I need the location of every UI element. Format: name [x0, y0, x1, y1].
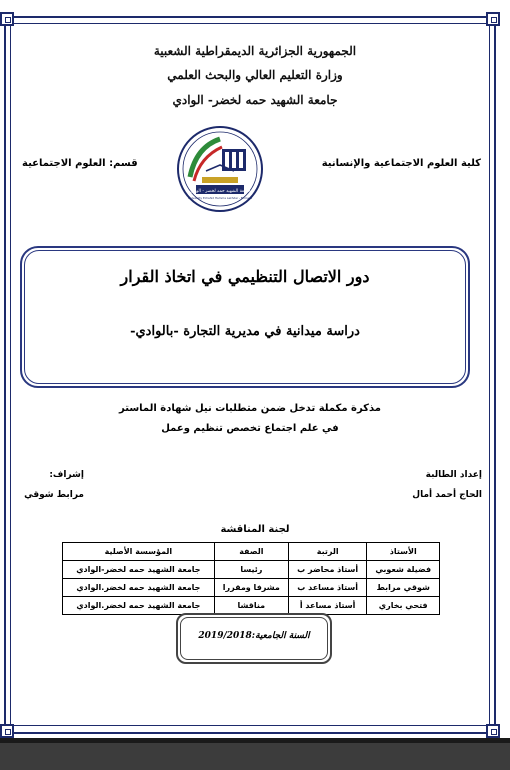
table-cell: جامعة الشهيد حمه لخضر.الوادي	[63, 579, 215, 597]
thesis-specialty: في علم اجتماع تخصص تنظيم وعمل	[161, 423, 339, 434]
table-cell: رئيسا	[214, 561, 288, 579]
header-university: جامعة الشهيد حمه لخضر- الوادي	[172, 93, 338, 107]
department-name: قسم: العلوم الاجتماعية	[22, 158, 138, 169]
committee-title: لجنة المناقشة	[220, 524, 290, 535]
column-header: المؤسسة الأصلية	[63, 543, 215, 561]
thesis-purpose: مذكرة مكملة تدخل ضمن متطلبات نيل شهادة الماستر	[119, 403, 381, 414]
column-header: الصفة	[214, 543, 288, 561]
table-cell: أستاذ مساعد أ	[288, 597, 367, 615]
corner-ornament-icon	[486, 12, 500, 26]
table-cell: أستاذ مساعد ب	[288, 579, 367, 597]
table-row	[63, 561, 440, 579]
corner-ornament-icon	[0, 724, 14, 738]
column-header: الرتبة	[288, 543, 367, 561]
table-cell: مناقشا	[214, 597, 288, 615]
header-ministry: وزارة التعليم العالي والبحث العلمي	[167, 68, 343, 82]
corner-ornament-icon	[0, 12, 14, 26]
thesis-main-title: دور الاتصال التنظيمي في اتخاذ القرار	[120, 267, 370, 286]
column-header: الأستاذ	[367, 543, 440, 561]
table-row	[63, 579, 440, 597]
academic-year: السنة الجامعية:2019/2018	[198, 631, 310, 641]
table-header-row	[63, 543, 440, 561]
table-cell: شوقي مرابط	[367, 579, 440, 597]
faculty-name: كلية العلوم الاجتماعية والإنسانية	[321, 158, 481, 169]
supervisor-label: إشراف:	[49, 470, 84, 480]
student-name: الحاج أحمد أمال	[412, 490, 482, 500]
viewer-bottom-bar	[0, 738, 510, 770]
thesis-subtitle: دراسة ميدانية في مديرية التجارة -بالوادي-	[130, 324, 360, 339]
supervisor-name: مرابط شوقي	[24, 490, 84, 500]
table-cell: جامعة الشهيد حمه لخضر.الوادي	[63, 597, 215, 615]
header-republic: الجمهورية الجزائرية الديمقراطية الشعبية	[153, 44, 357, 58]
logo-arabic-text: جامعة الشهيد حمه لخضر - الوادي	[189, 189, 251, 194]
table-cell: مشرفا ومقررا	[214, 579, 288, 597]
university-seal-icon	[176, 125, 264, 213]
student-label: إعداد الطالبة	[425, 470, 482, 480]
table-cell: أستاذ محاضر ب	[288, 561, 367, 579]
table-cell: فتحي بخاري	[367, 597, 440, 615]
corner-ornament-icon	[486, 724, 500, 738]
table-row	[63, 597, 440, 615]
logo-latin-text: University Echahid Hamma Lakhdar - El-Oued	[187, 196, 253, 200]
table-cell: جامعة الشهيد حمه لخضر-الوادي	[63, 561, 215, 579]
table-cell: فضيلة شعوبي	[367, 561, 440, 579]
committee-table	[62, 542, 440, 615]
